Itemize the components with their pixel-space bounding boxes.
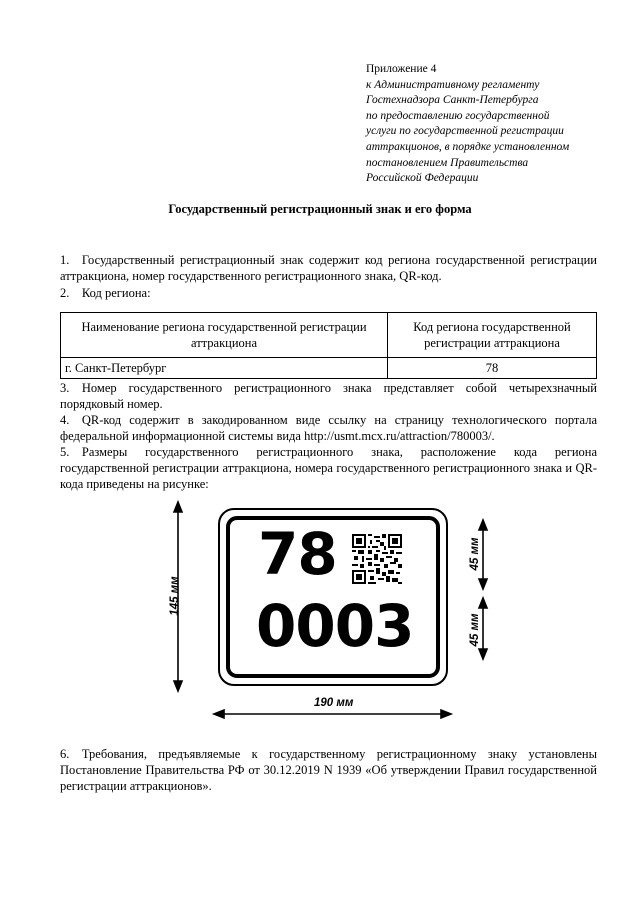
paragraph-2: 2. Код региона: — [60, 286, 151, 300]
plate-region-code: 78 — [258, 520, 337, 588]
appendix-line-6: постановлением Правительства — [366, 156, 529, 169]
paragraph-1: 1. Государственный регистрационный знак содержит код региона государственной регистрации аттракциона, номер государственного регистрационного знака, QR-код. — [60, 253, 597, 283]
appendix-line-5: аттракционов, в порядке установленном — [366, 140, 570, 153]
registration-plate — [218, 508, 448, 686]
table-row — [61, 358, 597, 379]
appendix-number: Приложение 4 — [366, 63, 437, 75]
appendix-line-7: Российской Федерации — [366, 172, 479, 185]
region-code-table — [60, 312, 597, 379]
bottom-row-dimension-label: 45 мм — [469, 613, 481, 647]
table-header-row — [61, 313, 597, 358]
width-dimension-label: 190 мм — [314, 697, 354, 709]
appendix-line-1: к Административному регламенту — [366, 78, 540, 91]
paragraph-5: 5. Размеры государственного регистрационного знака, расположение кода региона государственной регистрации аттракциона, номера государственного регистрационного знака и QR-кода приведены на рисунке: — [60, 445, 597, 491]
document-title: Государственный регистрационный знак и его форма — [168, 202, 472, 216]
paragraph-4: 4. QR-код содержит в закодированном виде ссылку на страницу технологического портала федеральной информационной системы вида http://usmt.mcx.ru/attraction/780003/. — [60, 413, 597, 443]
appendix-line-2: Гостехнадзора Санкт-Петербурга — [366, 94, 539, 107]
paragraph-3: 3. Номер государственного регистрационного знака представляет собой четырехзначный порядковый номер. — [60, 381, 597, 411]
qr-code-icon — [352, 534, 402, 584]
appendix-header — [366, 62, 616, 187]
height-dimension-label: 145 мм — [169, 576, 181, 616]
table-header-region-name: Наименование региона государственной регистрации аттракциона — [61, 313, 388, 358]
appendix-line-4: услуги по государственной регистрации — [366, 125, 564, 138]
table-cell-region-name: г. Санкт-Петербург — [61, 358, 388, 379]
plate-registration-number: 0003 — [256, 592, 414, 660]
appendix-line-3: по предоставлению государственной — [366, 109, 550, 122]
table-header-region-code: Код региона государственной регистрации аттракциона — [388, 313, 597, 358]
table-cell-region-code: 78 — [388, 358, 597, 379]
paragraph-6: 6. Требования, предъявляемые к государственному регистрационному знаку установлены Постановление Правительства РФ от 30.12.2019 N 1939 «Об утверждении Правил государственной регистрации аттракционов». — [60, 747, 597, 793]
plate-inner-border — [226, 516, 440, 678]
top-row-dimension-label: 45 мм — [469, 537, 481, 571]
